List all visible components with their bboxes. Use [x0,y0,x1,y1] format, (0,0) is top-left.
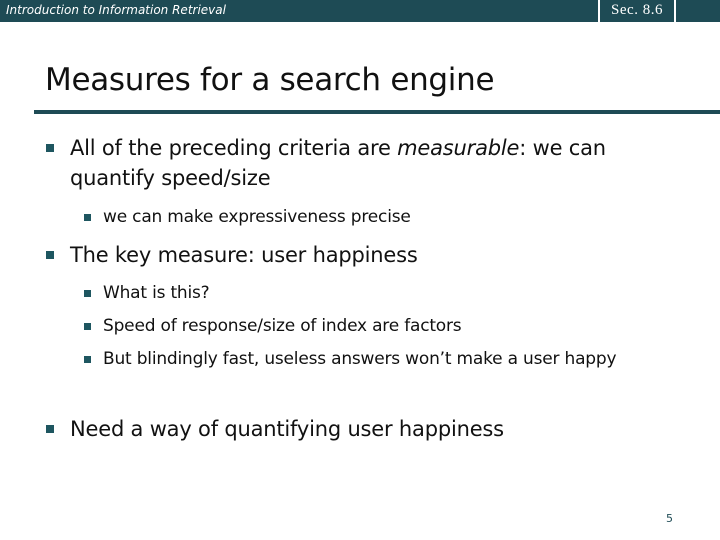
title-underline [34,110,720,114]
slide-title: Measures for a search engine [45,62,495,98]
course-title: Introduction to Information Retrieval [6,3,226,17]
section-badge [598,0,676,22]
bullet-2-sub-1 [84,280,664,307]
bullet-3 [46,414,686,444]
bullet-2-sub-3-text: But blindingly fast, useless answers won’t make a user happy [103,349,617,369]
bullet-1-sub-1 [84,204,664,231]
bullet-1-sub-1-text: we can make expressiveness precise [103,207,411,227]
square-bullet-icon [84,323,91,330]
bullet-1-text: All of the preceding criteria are measurable: we can quantify speed/size [70,136,606,190]
bullet-3-text: Need a way of quantifying user happiness [70,417,504,441]
bullet-2-text: The key measure: user happiness [70,243,418,267]
bullet-1-emphasis: measurable [397,136,520,160]
bullet-2-sub-3 [84,346,644,373]
bullet-2-sub-2-text: Speed of response/size of index are factors [103,316,462,336]
bullet-2-sub-1-text: What is this? [103,283,210,303]
square-bullet-icon [84,214,91,221]
square-bullet-icon [84,356,91,363]
bullet-1 [46,133,686,193]
bullet-2 [46,240,686,270]
bullet-2-sub-2 [84,313,664,340]
square-bullet-icon [46,144,54,152]
page-number: 5 [666,512,673,525]
square-bullet-icon [46,251,54,259]
header-bar [0,0,720,22]
square-bullet-icon [46,425,54,433]
square-bullet-icon [84,290,91,297]
section-label: Sec. 8.6 [611,2,663,18]
